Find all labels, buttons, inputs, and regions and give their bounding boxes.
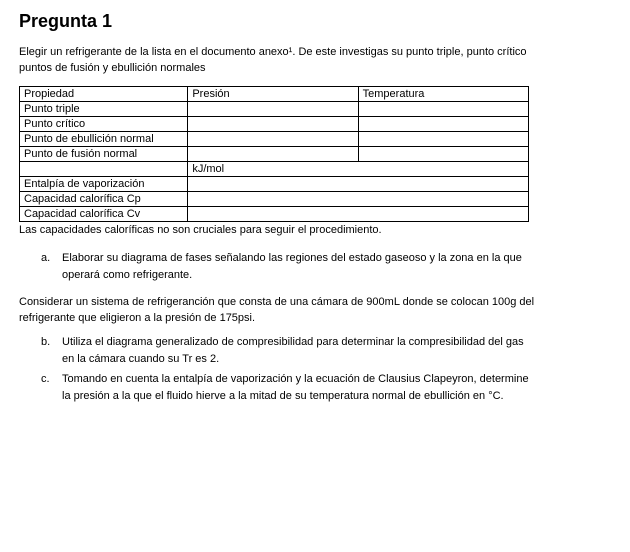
table-cell xyxy=(188,147,358,162)
table-row xyxy=(20,117,529,132)
table-cell xyxy=(188,192,529,207)
table-cell xyxy=(188,177,529,192)
properties-table xyxy=(19,86,529,222)
table-cell xyxy=(358,102,528,117)
table-cell: Punto triple xyxy=(20,102,188,117)
list-marker: a. xyxy=(41,252,51,264)
table-cell: Capacidad calorífica Cp xyxy=(20,192,188,207)
table-cell: Punto de fusión normal xyxy=(20,147,188,162)
table-cell xyxy=(188,117,358,132)
task-list-a xyxy=(19,250,539,284)
document-page xyxy=(19,10,539,408)
list-item xyxy=(41,250,539,284)
table-header-row xyxy=(20,87,529,102)
table-row xyxy=(20,177,529,192)
list-item xyxy=(41,371,539,405)
table-cell xyxy=(358,117,528,132)
table-cell: Punto de ebullición normal xyxy=(20,132,188,147)
table-header-cell: Propiedad xyxy=(20,87,188,102)
list-item-text: Tomando en cuenta la entalpía de vaporización y la ecuación de Clausius Clapeyron, determine la presión a la que el fluido hierve a la mitad de su temperatura normal de ebullición en °C. xyxy=(62,373,529,402)
list-marker: c. xyxy=(41,373,50,385)
table-row xyxy=(20,207,529,222)
list-item-text: Utiliza el diagrama generalizado de compresibilidad para determinar la compresibilidad del gas en la cámara cuando su Tr es 2. xyxy=(62,336,524,365)
table-row xyxy=(20,132,529,147)
table-cell: Capacidad calorífica Cv xyxy=(20,207,188,222)
table-cell xyxy=(358,147,528,162)
table-cell xyxy=(188,207,529,222)
table-cell xyxy=(188,132,358,147)
table-cell xyxy=(358,132,528,147)
table-row xyxy=(20,102,529,117)
list-item xyxy=(41,334,539,368)
table-row xyxy=(20,147,529,162)
table-cell: Entalpía de vaporización xyxy=(20,177,188,192)
question-heading: Pregunta 1 xyxy=(19,11,113,31)
list-marker: b. xyxy=(41,336,51,348)
intro-paragraph: Elegir un refrigerante de la lista en el documento anexo¹. De este investigas su punto triple, punto crítico puntos de fusión y ebullición normales xyxy=(19,46,527,74)
table-cell: Punto crítico xyxy=(20,117,188,132)
table-unit-row xyxy=(20,162,529,177)
table-cell xyxy=(20,162,188,177)
note-paragraph: Las capacidades caloríficas no son cruciales para seguir el procedimiento. xyxy=(19,224,382,236)
table-header-cell: Presión xyxy=(188,87,358,102)
unit-cell: kJ/mol xyxy=(188,162,529,177)
system-paragraph: Considerar un sistema de refrigeranción que consta de una cámara de 900mL donde se colocan 100g del refrigerante que eligieron a la presión de 175psi. xyxy=(19,296,535,324)
table-row xyxy=(20,192,529,207)
list-item-text: Elaborar su diagrama de fases señalando las regiones del estado gaseoso y la zona en la que operará como refrigerante. xyxy=(62,252,522,281)
table-cell xyxy=(188,102,358,117)
task-list-bc xyxy=(19,334,539,405)
table-header-cell: Temperatura xyxy=(358,87,528,102)
